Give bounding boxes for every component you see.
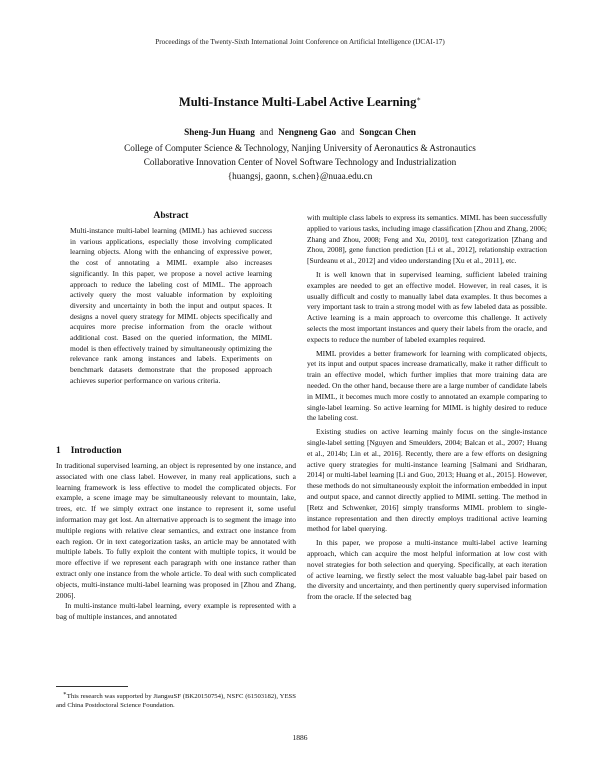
abstract-heading: Abstract <box>153 211 189 221</box>
affiliation-line: Collaborative Innovation Center of Novel Software Technology and Industrialization <box>143 157 457 167</box>
section-title: Introduction <box>70 446 122 456</box>
author-separator: and <box>341 127 355 137</box>
affiliation-line: College of Computer Science & Technology, Nanjing University of Aeronautics & Astronautics <box>124 143 476 153</box>
paragraph: In this paper, we propose a multi-instance multi-label active learning approach, which can acquire the most helpful information at low cost with novel strategies for both selection and querying. Specifically, at each iteration of active learning, we firstly select the most valuable bag-label pair based on the diversity and uncertainty, and then pertinently query supervised information from the oracle. If the selected bag <box>307 538 547 602</box>
footnote-rule <box>56 686 128 687</box>
section-number: 1 <box>56 446 61 456</box>
right-column-body <box>307 213 547 603</box>
footnote-mark: ∗ <box>63 691 67 697</box>
page-number: 1886 <box>292 733 308 742</box>
author-emails: {huangsj, gaonn, s.chen}@nuaa.edu.cn <box>227 171 373 181</box>
author-separator: and <box>259 127 274 137</box>
author-list <box>0 127 600 137</box>
paper-title <box>0 95 600 110</box>
section-heading-introduction <box>56 446 296 456</box>
paragraph: with multiple class labels to express its semantics. MIML has been successfully applied to various tasks, including image classification [Zhou and Zhang, 2006; Zhang and Zhou, 2008; Feng and Xu, 2010], text categorization [Zhang and Zhou, 2008], gene function prediction [Li et al., 2012], relationship extraction [Surdeanu et al., 2012] and video understanding [Xu et al., 2011], etc. <box>307 213 547 266</box>
title-text: Multi-Instance Multi-Label Active Learning <box>178 95 417 110</box>
abstract-text: Multi-instance multi-label learning (MIML) has achieved success in various applications, especially those involving complicated learning objects. Along with the enhancing of expressive power, the cost of annotating a MIML example also increases significantly. In this paper, we propose a novel active learning approach to reduce the labeling cost of MIML. The approach actively query the most valuable information by exploiting diversity and uncertainty in both the input and output spaces. It designs a novel query strategy for MIML objects specifically and acquires more precise information from the oracle without additional cost. Based on the queried information, the MIML model is then effectively trained by simultaneously optimizing the relevance rank among instances and labels. Experiments on benchmark datasets demonstrate that the proposed approach achieves superior performance on various criteria. <box>70 226 272 385</box>
author-2: Nengneng Gao <box>278 127 337 137</box>
author-3: Songcan Chen <box>359 127 416 137</box>
paragraph: It is well known that in supervised learning, sufficient labeled training examples are needed to get an effective model. However, in real cases, it is usually difficult and costly to manually label data examples. It thus becomes a very important task to train a strong model with as few labeled data as possible. Active learning is a main approach to overcome this challenge. It actively selects the most important instances and query their labels from the oracle, and expects to reduce the number of labeled examples required. <box>307 269 547 344</box>
footnote <box>56 690 296 711</box>
paragraph: MIML provides a better framework for learning with complicated objects, yet its input and output spaces increase dramatically, make it rather difficult to train an effective model, which further implies that more training data are needed. On the other hand, because there are a large number of candidate labels in MIML, it becomes much more costly to annotated an example comparing to single-label learning. So active learning for MIML is highly desired to reduce the labeling cost. <box>307 348 547 423</box>
author-1: Sheng-Jun Huang <box>184 127 255 137</box>
title-footnote-mark: ∗ <box>416 95 422 103</box>
running-header: Proceedings of the Twenty-Sixth International Joint Conference on Artificial Intelligence (IJCAI-17) <box>155 38 445 46</box>
paragraph: In traditional supervised learning, an object is represented by one instance, and associated with one class label. However, in many real applications, such a learning framework is less effective to model the complicated objects. For example, a scene image may be simultaneously relevant to mountain, lake, trees, etc. If we simply extract one instance to represent it, some useful information may get lost. An alternative approach is to segment the image into multiple regions with relative clear semantics, and extract one instance from each region. Or in text categorization tasks, an article may be annotated with multiple labels. To fully exploit the content with multiple topics, it would be more effective if we represent each paragraph with one instance rather than extract only one instance from the whole article. To deal with such complicated objects, multi-instance multi-label learning was proposed in [Zhou and Zhang, 2006]. <box>56 461 296 600</box>
footnote-text: This research was supported by JiangsuSF (BK20150754), NSFC (61503182), YESS and China Postdoctoral Science Foundation. <box>56 693 296 710</box>
left-column-body <box>56 461 296 623</box>
paragraph: In multi-instance multi-label learning, every example is represented with a bag of multiple instances, and annotated <box>56 601 296 622</box>
paragraph: Existing studies on active learning mainly focus on the single-instance single-label setting [Nguyen and Smeulders, 2004; Balcan et al., 2007; Huang et al., 2014b; Lin et al., 2016]. Recently, there are a few efforts on designing active query strategies for multi-instance learning [Salmani and Sridharan, 2014] or multi-label learning [Li and Guo, 2013; Huang et al., 2015]. However, these methods do not simultaneously exploit the information embedded in input and output space, and cannot directly applied to MIML setting. The method in [Retz and Schwenker, 2016] simply transforms MIML problem to single-instance representation and then directly employs traditional active learning method for label querying. <box>307 427 547 534</box>
